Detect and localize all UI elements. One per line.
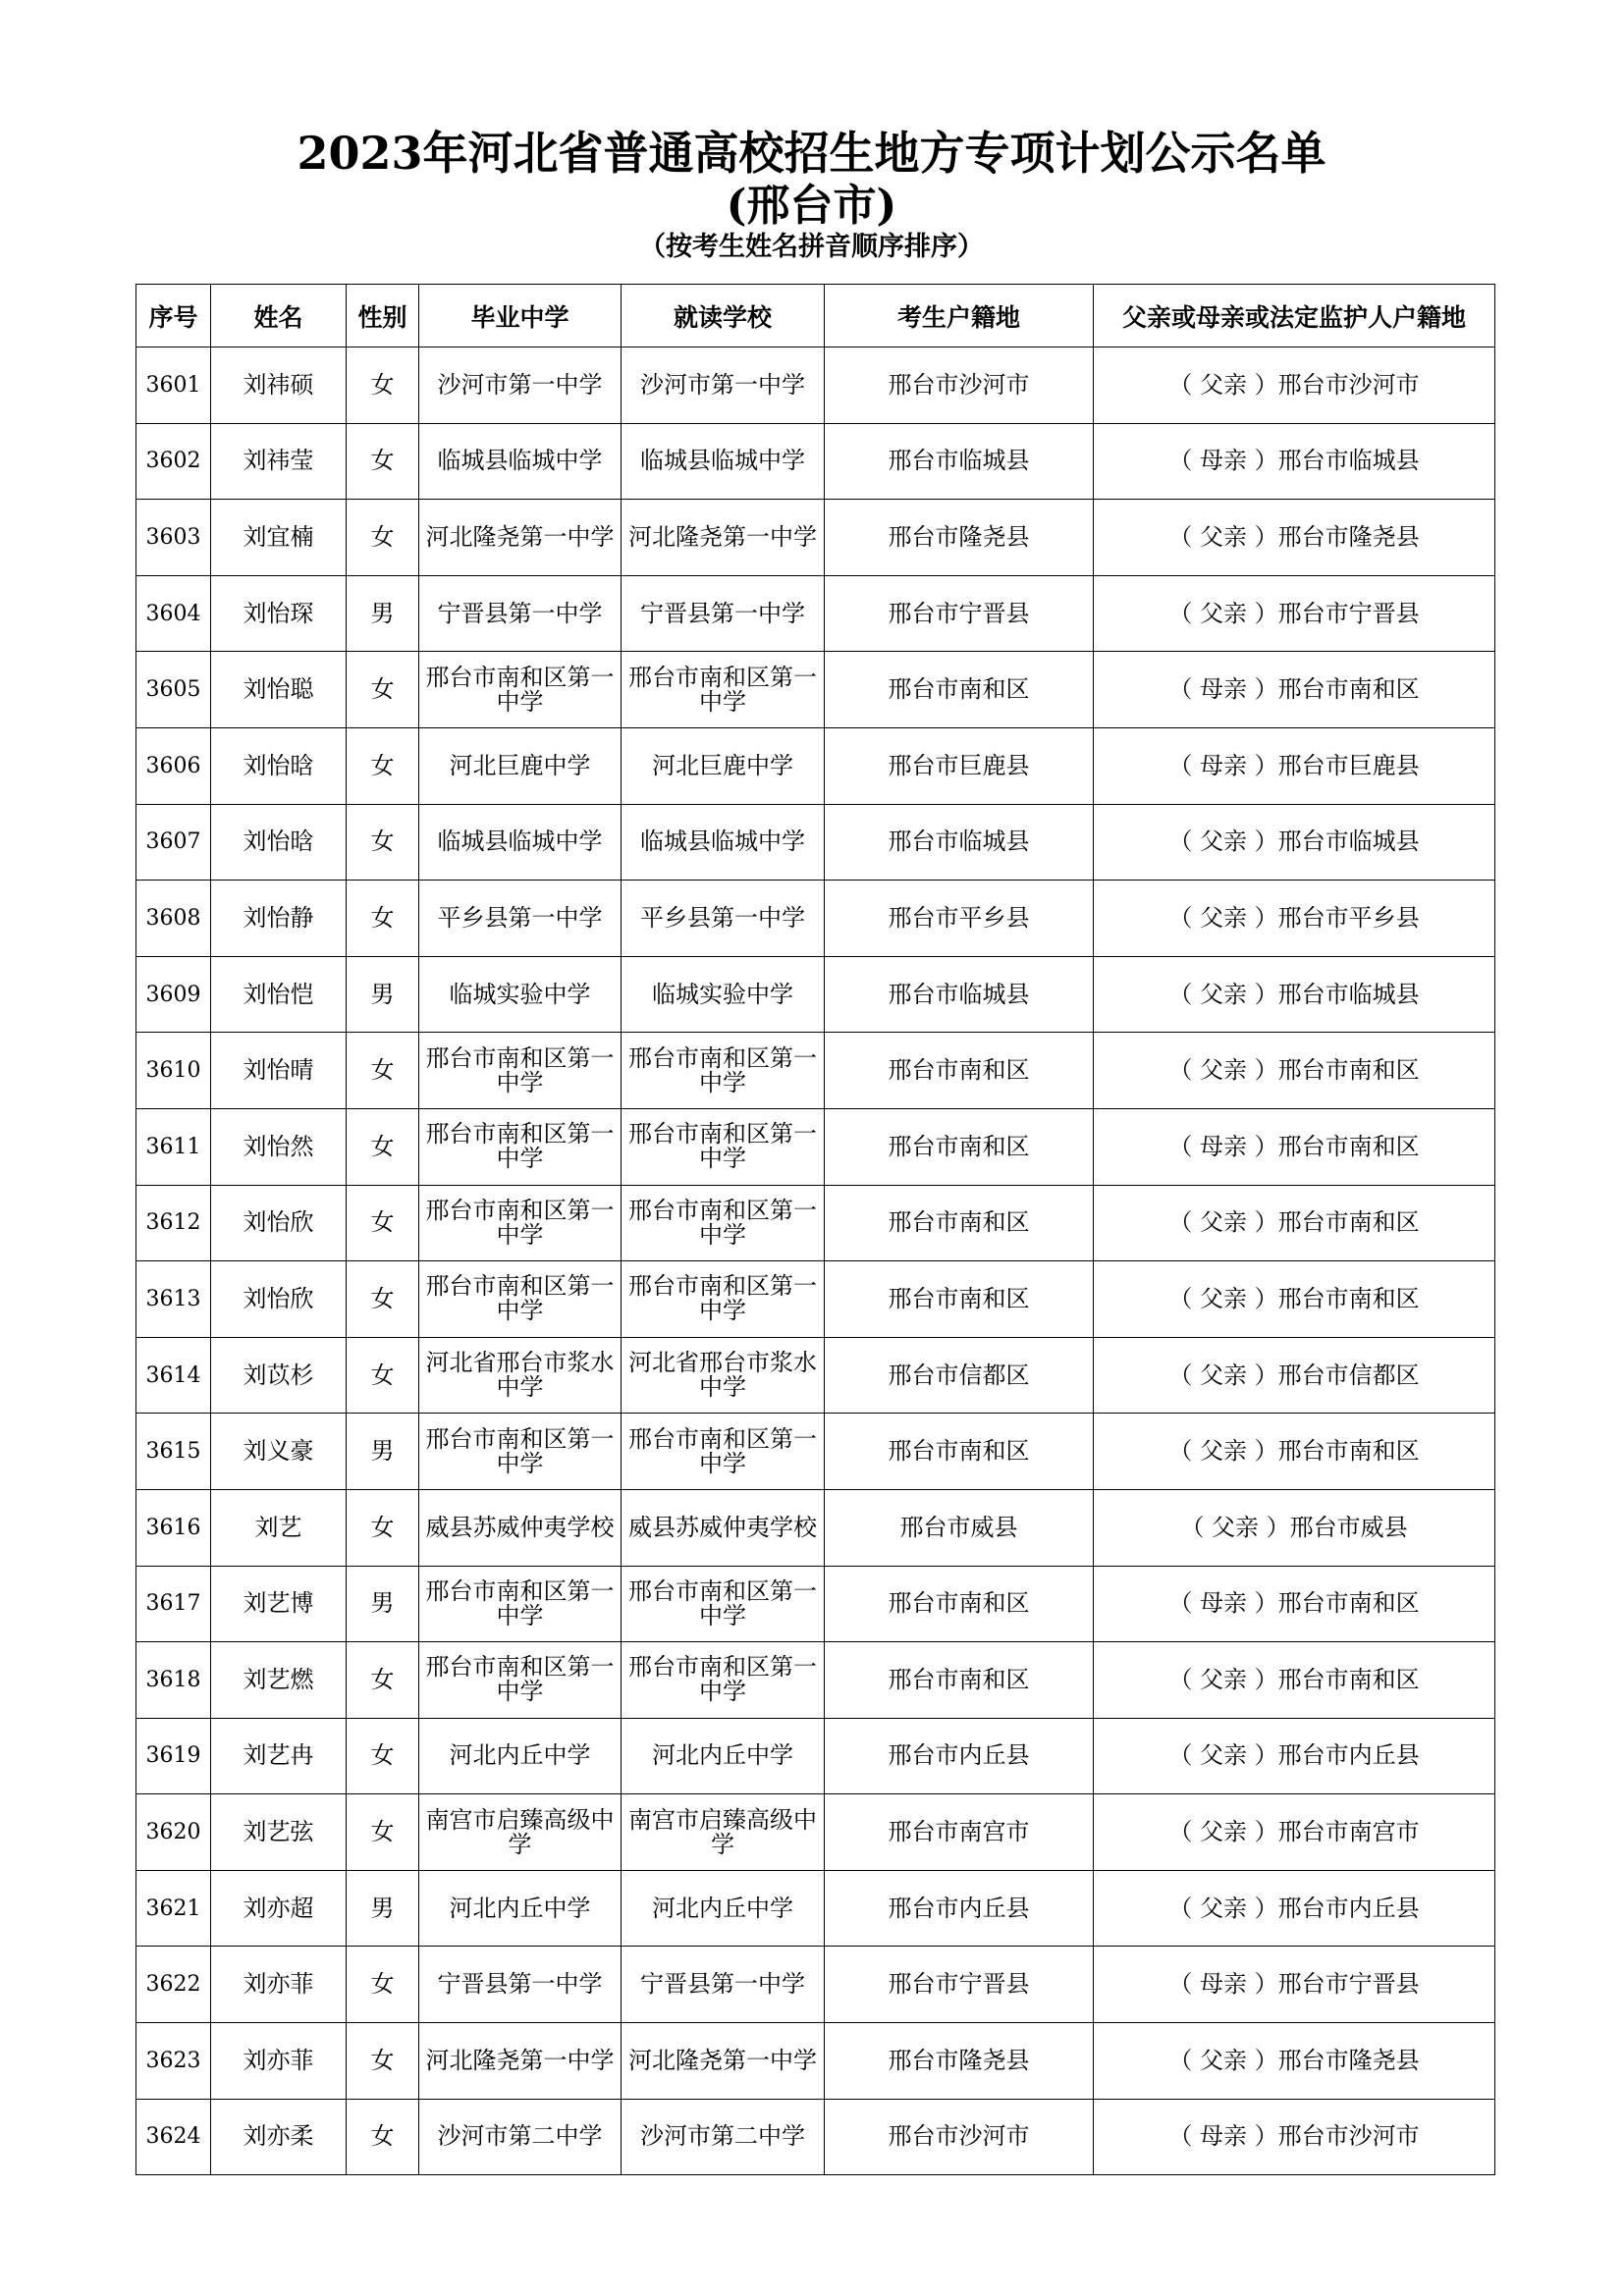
cell-current-school: 宁晋县第一中学: [622, 575, 825, 652]
cell-guardian-registration: （ 母亲 ）邢台市南和区: [1094, 652, 1495, 728]
cell-household-registration: 邢台市宁晋县: [825, 1947, 1094, 2023]
cell-household-registration: 邢台市内丘县: [825, 1718, 1094, 1794]
cell-guardian-registration: （ 父亲 ）邢台市威县: [1094, 1489, 1495, 1566]
cell-household-registration: 邢台市南宫市: [825, 1794, 1094, 1871]
cell-graduated-school: 河北隆尧第一中学: [419, 500, 622, 576]
cell-guardian-registration: （ 母亲 ）邢台市临城县: [1094, 423, 1495, 500]
cell-name: 刘亦菲: [211, 1947, 347, 2023]
cell-graduated-school: 河北隆尧第一中学: [419, 2023, 622, 2100]
cell-gender: 女: [347, 2023, 419, 2100]
cell-seq: 3623: [136, 2023, 211, 2100]
table-row: [136, 956, 1495, 1033]
cell-graduated-school: 沙河市第一中学: [419, 347, 622, 424]
cell-graduated-school: 河北省邢台市浆水中学: [419, 1337, 622, 1414]
table-row: [136, 1489, 1495, 1566]
cell-graduated-school: 宁晋县第一中学: [419, 1947, 622, 2023]
cell-guardian-registration: （ 父亲 ）邢台市南和区: [1094, 1033, 1495, 1109]
cell-graduated-school: 宁晋县第一中学: [419, 575, 622, 652]
cell-current-school: 邢台市南和区第一中学: [622, 1414, 825, 1490]
cell-household-registration: 邢台市巨鹿县: [825, 727, 1094, 804]
table-row: [136, 881, 1495, 957]
cell-seq: 3607: [136, 804, 211, 881]
cell-graduated-school: 邢台市南和区第一中学: [419, 652, 622, 728]
cell-seq: 3608: [136, 881, 211, 957]
cell-guardian-registration: （ 母亲 ）邢台市宁晋县: [1094, 1947, 1495, 2023]
table-row: [136, 1337, 1495, 1414]
page-subtitle: (邢台市): [726, 181, 897, 231]
cell-gender: 女: [347, 881, 419, 957]
cell-name: 刘亦柔: [211, 2099, 347, 2175]
cell-name: 刘宜楠: [211, 500, 347, 576]
cell-name: 刘怡然: [211, 1108, 347, 1185]
cell-gender: 女: [347, 1489, 419, 1566]
cell-current-school: 河北巨鹿中学: [622, 727, 825, 804]
table-row: [136, 1261, 1495, 1338]
cell-graduated-school: 河北内丘中学: [419, 1718, 622, 1794]
cell-graduated-school: 临城县临城中学: [419, 804, 622, 881]
cell-name: 刘艺弦: [211, 1794, 347, 1871]
cell-guardian-registration: （ 父亲 ）邢台市南和区: [1094, 1642, 1495, 1719]
table-row: [136, 1794, 1495, 1871]
table-row: [136, 727, 1495, 804]
cell-household-registration: 邢台市南和区: [825, 1261, 1094, 1338]
cell-seq: 3610: [136, 1033, 211, 1109]
cell-current-school: 邢台市南和区第一中学: [622, 1108, 825, 1185]
table-row: [136, 1033, 1495, 1109]
table-row: [136, 347, 1495, 424]
table-row: [136, 2099, 1495, 2175]
cell-household-registration: 邢台市南和区: [825, 1033, 1094, 1109]
cell-gender: 女: [347, 500, 419, 576]
cell-guardian-registration: （ 父亲 ）邢台市平乡县: [1094, 881, 1495, 957]
cell-graduated-school: 南宫市启臻高级中学: [419, 1794, 622, 1871]
cell-household-registration: 邢台市威县: [825, 1489, 1094, 1566]
cell-current-school: 沙河市第二中学: [622, 2099, 825, 2175]
cell-seq: 3620: [136, 1794, 211, 1871]
page-title: 2023年河北省普通高校招生地方专项计划公示名单: [297, 127, 1326, 180]
cell-current-school: 临城实验中学: [622, 956, 825, 1033]
cell-name: 刘艺: [211, 1489, 347, 1566]
table-row: [136, 1185, 1495, 1261]
cell-household-registration: 邢台市南和区: [825, 652, 1094, 728]
cell-guardian-registration: （ 父亲 ）邢台市信都区: [1094, 1337, 1495, 1414]
cell-graduated-school: 邢台市南和区第一中学: [419, 1185, 622, 1261]
cell-graduated-school: 邢台市南和区第一中学: [419, 1033, 622, 1109]
cell-guardian-registration: （ 父亲 ）邢台市南宫市: [1094, 1794, 1495, 1871]
cell-current-school: 河北内丘中学: [622, 1870, 825, 1947]
cell-guardian-registration: （ 父亲 ）邢台市隆尧县: [1094, 500, 1495, 576]
cell-guardian-registration: （ 母亲 ）邢台市南和区: [1094, 1108, 1495, 1185]
cell-name: 刘怡琛: [211, 575, 347, 652]
table-row: [136, 1947, 1495, 2023]
cell-current-school: 河北隆尧第一中学: [622, 2023, 825, 2100]
cell-name: 刘怡晗: [211, 727, 347, 804]
table-row: [136, 1108, 1495, 1185]
cell-seq: 3622: [136, 1947, 211, 2023]
cell-current-school: 河北隆尧第一中学: [622, 500, 825, 576]
table-row: [136, 575, 1495, 652]
cell-seq: 3603: [136, 500, 211, 576]
cell-graduated-school: 河北内丘中学: [419, 1870, 622, 1947]
cell-seq: 3601: [136, 347, 211, 424]
cell-gender: 女: [347, 1261, 419, 1338]
cell-seq: 3624: [136, 2099, 211, 2175]
roster-table: [135, 284, 1495, 2175]
cell-household-registration: 邢台市隆尧县: [825, 2023, 1094, 2100]
cell-gender: 女: [347, 423, 419, 500]
cell-seq: 3604: [136, 575, 211, 652]
cell-name: 刘怡欣: [211, 1261, 347, 1338]
table-row: [136, 423, 1495, 500]
cell-guardian-registration: （ 父亲 ）邢台市临城县: [1094, 956, 1495, 1033]
cell-current-school: 临城县临城中学: [622, 804, 825, 881]
cell-seq: 3615: [136, 1414, 211, 1490]
cell-seq: 3609: [136, 956, 211, 1033]
cell-graduated-school: 临城县临城中学: [419, 423, 622, 500]
cell-seq: 3613: [136, 1261, 211, 1338]
cell-household-registration: 邢台市临城县: [825, 423, 1094, 500]
cell-name: 刘怡聪: [211, 652, 347, 728]
cell-current-school: 邢台市南和区第一中学: [622, 1261, 825, 1338]
cell-seq: 3617: [136, 1566, 211, 1642]
cell-household-registration: 邢台市南和区: [825, 1414, 1094, 1490]
cell-current-school: 南宫市启臻高级中学: [622, 1794, 825, 1871]
cell-household-registration: 邢台市沙河市: [825, 2099, 1094, 2175]
cell-gender: 女: [347, 652, 419, 728]
table-row: [136, 1870, 1495, 1947]
table-row: [136, 652, 1495, 728]
cell-gender: 女: [347, 347, 419, 424]
cell-gender: 女: [347, 2099, 419, 2175]
header-name: 姓名: [211, 285, 347, 347]
cell-graduated-school: 邢台市南和区第一中学: [419, 1108, 622, 1185]
cell-gender: 男: [347, 1414, 419, 1490]
cell-gender: 女: [347, 1185, 419, 1261]
cell-seq: 3605: [136, 652, 211, 728]
cell-household-registration: 邢台市内丘县: [825, 1870, 1094, 1947]
cell-current-school: 邢台市南和区第一中学: [622, 1033, 825, 1109]
cell-gender: 女: [347, 1642, 419, 1719]
header-seq: 序号: [136, 285, 211, 347]
cell-gender: 女: [347, 1794, 419, 1871]
cell-gender: 女: [347, 804, 419, 881]
cell-household-registration: 邢台市南和区: [825, 1566, 1094, 1642]
cell-gender: 女: [347, 1033, 419, 1109]
table-row: [136, 804, 1495, 881]
cell-gender: 女: [347, 1718, 419, 1794]
cell-gender: 女: [347, 727, 419, 804]
cell-household-registration: 邢台市平乡县: [825, 881, 1094, 957]
cell-seq: 3612: [136, 1185, 211, 1261]
cell-guardian-registration: （ 母亲 ）邢台市南和区: [1094, 1566, 1495, 1642]
header-household-registration: 考生户籍地: [825, 285, 1094, 347]
cell-name: 刘艺博: [211, 1566, 347, 1642]
cell-household-registration: 邢台市临城县: [825, 956, 1094, 1033]
cell-seq: 3619: [136, 1718, 211, 1794]
cell-gender: 男: [347, 1870, 419, 1947]
cell-household-registration: 邢台市南和区: [825, 1108, 1094, 1185]
cell-guardian-registration: （ 父亲 ）邢台市宁晋县: [1094, 575, 1495, 652]
cell-current-school: 邢台市南和区第一中学: [622, 1642, 825, 1719]
cell-graduated-school: 沙河市第二中学: [419, 2099, 622, 2175]
cell-name: 刘怡晴: [211, 1033, 347, 1109]
cell-guardian-registration: （ 父亲 ）邢台市南和区: [1094, 1261, 1495, 1338]
cell-household-registration: 邢台市南和区: [825, 1642, 1094, 1719]
header-gender: 性别: [347, 285, 419, 347]
cell-gender: 女: [347, 1108, 419, 1185]
cell-graduated-school: 邢台市南和区第一中学: [419, 1261, 622, 1338]
table-row: [136, 1642, 1495, 1719]
cell-seq: 3618: [136, 1642, 211, 1719]
table-header: [136, 285, 1495, 347]
cell-guardian-registration: （ 父亲 ）邢台市南和区: [1094, 1414, 1495, 1490]
cell-gender: 女: [347, 1947, 419, 2023]
cell-seq: 3606: [136, 727, 211, 804]
table-row: [136, 500, 1495, 576]
cell-gender: 男: [347, 956, 419, 1033]
cell-name: 刘艺燃: [211, 1642, 347, 1719]
table-row: [136, 2023, 1495, 2100]
cell-graduated-school: 临城实验中学: [419, 956, 622, 1033]
cell-graduated-school: 平乡县第一中学: [419, 881, 622, 957]
cell-current-school: 邢台市南和区第一中学: [622, 1185, 825, 1261]
cell-seq: 3616: [136, 1489, 211, 1566]
cell-name: 刘怡恺: [211, 956, 347, 1033]
cell-current-school: 临城县临城中学: [622, 423, 825, 500]
cell-guardian-registration: （ 父亲 ）邢台市南和区: [1094, 1185, 1495, 1261]
header-graduated-school: 毕业中学: [419, 285, 622, 347]
cell-graduated-school: 威县苏威仲夷学校: [419, 1489, 622, 1566]
cell-name: 刘怡晗: [211, 804, 347, 881]
cell-name: 刘义豪: [211, 1414, 347, 1490]
cell-name: 刘祎硕: [211, 347, 347, 424]
table-body: [136, 347, 1495, 2175]
sort-note: （按考生姓名拼音顺序排序）: [639, 232, 984, 262]
cell-seq: 3614: [136, 1337, 211, 1414]
cell-name: 刘怡静: [211, 881, 347, 957]
cell-household-registration: 邢台市沙河市: [825, 347, 1094, 424]
cell-current-school: 河北省邢台市浆水中学: [622, 1337, 825, 1414]
cell-seq: 3602: [136, 423, 211, 500]
table-row: [136, 1718, 1495, 1794]
cell-current-school: 平乡县第一中学: [622, 881, 825, 957]
cell-graduated-school: 邢台市南和区第一中学: [419, 1642, 622, 1719]
cell-current-school: 邢台市南和区第一中学: [622, 1566, 825, 1642]
table-row: [136, 1566, 1495, 1642]
cell-seq: 3611: [136, 1108, 211, 1185]
cell-graduated-school: 邢台市南和区第一中学: [419, 1414, 622, 1490]
cell-guardian-registration: （ 父亲 ）邢台市沙河市: [1094, 347, 1495, 424]
cell-name: 刘祎莹: [211, 423, 347, 500]
cell-graduated-school: 邢台市南和区第一中学: [419, 1566, 622, 1642]
header-current-school: 就读学校: [622, 285, 825, 347]
cell-gender: 女: [347, 1337, 419, 1414]
cell-household-registration: 邢台市南和区: [825, 1185, 1094, 1261]
cell-name: 刘艺冉: [211, 1718, 347, 1794]
header-guardian-registration: 父亲或母亲或法定监护人户籍地: [1094, 285, 1495, 347]
cell-current-school: 河北内丘中学: [622, 1718, 825, 1794]
cell-current-school: 宁晋县第一中学: [622, 1947, 825, 2023]
cell-guardian-registration: （ 父亲 ）邢台市临城县: [1094, 804, 1495, 881]
cell-name: 刘亦菲: [211, 2023, 347, 2100]
cell-gender: 男: [347, 575, 419, 652]
cell-household-registration: 邢台市宁晋县: [825, 575, 1094, 652]
cell-current-school: 邢台市南和区第一中学: [622, 652, 825, 728]
cell-name: 刘亦超: [211, 1870, 347, 1947]
cell-current-school: 沙河市第一中学: [622, 347, 825, 424]
cell-household-registration: 邢台市临城县: [825, 804, 1094, 881]
cell-gender: 男: [347, 1566, 419, 1642]
cell-graduated-school: 河北巨鹿中学: [419, 727, 622, 804]
cell-guardian-registration: （ 母亲 ）邢台市沙河市: [1094, 2099, 1495, 2175]
cell-household-registration: 邢台市隆尧县: [825, 500, 1094, 576]
cell-guardian-registration: （ 父亲 ）邢台市隆尧县: [1094, 2023, 1495, 2100]
cell-guardian-registration: （ 父亲 ）邢台市内丘县: [1094, 1718, 1495, 1794]
cell-seq: 3621: [136, 1870, 211, 1947]
cell-name: 刘苡杉: [211, 1337, 347, 1414]
cell-current-school: 威县苏威仲夷学校: [622, 1489, 825, 1566]
cell-household-registration: 邢台市信都区: [825, 1337, 1094, 1414]
cell-guardian-registration: （ 父亲 ）邢台市内丘县: [1094, 1870, 1495, 1947]
cell-name: 刘怡欣: [211, 1185, 347, 1261]
cell-guardian-registration: （ 母亲 ）邢台市巨鹿县: [1094, 727, 1495, 804]
table-row: [136, 1414, 1495, 1490]
